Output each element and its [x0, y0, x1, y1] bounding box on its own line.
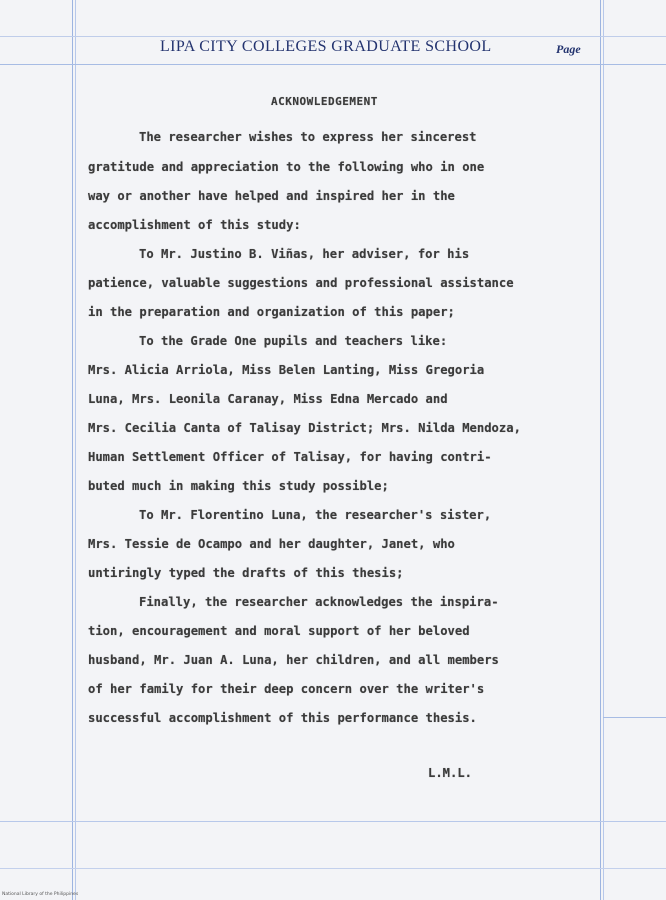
body-line: Luna, Mrs. Leonila Caranay, Miss Edna Mercado and — [88, 392, 448, 406]
body-line: To the Grade One pupils and teachers like: — [139, 334, 448, 348]
body-line: accomplishment of this study: — [88, 218, 301, 232]
body-line: Mrs. Cecilia Canta of Talisay District; Mrs. Nilda Mendoza, — [88, 421, 521, 435]
bottom-rule — [0, 821, 666, 822]
body-line: buted much in making this study possible; — [88, 479, 389, 493]
body-line: To Mr. Justino B. Viñas, her adviser, for his — [139, 247, 470, 261]
body-line: The researcher wishes to express her sincerest — [139, 130, 477, 144]
body-line: Human Settlement Officer of Talisay, for having contri- — [88, 450, 492, 464]
header-rule — [0, 64, 666, 65]
left-margin-rule-inner — [75, 0, 76, 900]
body-line: husband, Mr. Juan A. Luna, her children, and all members — [88, 653, 499, 667]
body-line: in the preparation and organization of this paper; — [88, 305, 455, 319]
right-margin-rule — [600, 0, 601, 900]
acknowledgement-heading: ACKNOWLEDGEMENT — [271, 95, 378, 108]
page-label: Page — [556, 42, 581, 56]
body-line: way or another have helped and inspired her in the — [88, 189, 455, 203]
body-line: patience, valuable suggestions and professional assistance — [88, 276, 514, 290]
left-margin-rule — [72, 0, 73, 900]
signature-initials: L.M.L. — [428, 766, 473, 780]
body-line: gratitude and appreciation to the following who in one — [88, 160, 485, 174]
body-line: Finally, the researcher acknowledges the inspira- — [139, 595, 499, 609]
body-line: Mrs. Tessie de Ocampo and her daughter, Janet, who — [88, 537, 455, 551]
school-header-title: LIPA CITY COLLEGES GRADUATE SCHOOL — [160, 38, 492, 55]
archive-footer-note: National Library of the Philippines — [2, 892, 79, 897]
bottom-rule-lower — [0, 868, 666, 869]
right-margin-rule-inner — [603, 0, 604, 900]
body-line: To Mr. Florentino Luna, the researcher's sister, — [139, 508, 492, 522]
body-line: successful accomplishment of this performance thesis. — [88, 711, 477, 725]
top-rule — [0, 36, 666, 37]
body-line: untiringly typed the drafts of this thesis; — [88, 566, 404, 580]
body-line: of her family for their deep concern over the writer's — [88, 682, 485, 696]
right-column-rule — [603, 717, 666, 718]
body-line: tion, encouragement and moral support of her beloved — [88, 624, 470, 638]
body-line: Mrs. Alicia Arriola, Miss Belen Lanting, Miss Gregoria — [88, 363, 485, 377]
